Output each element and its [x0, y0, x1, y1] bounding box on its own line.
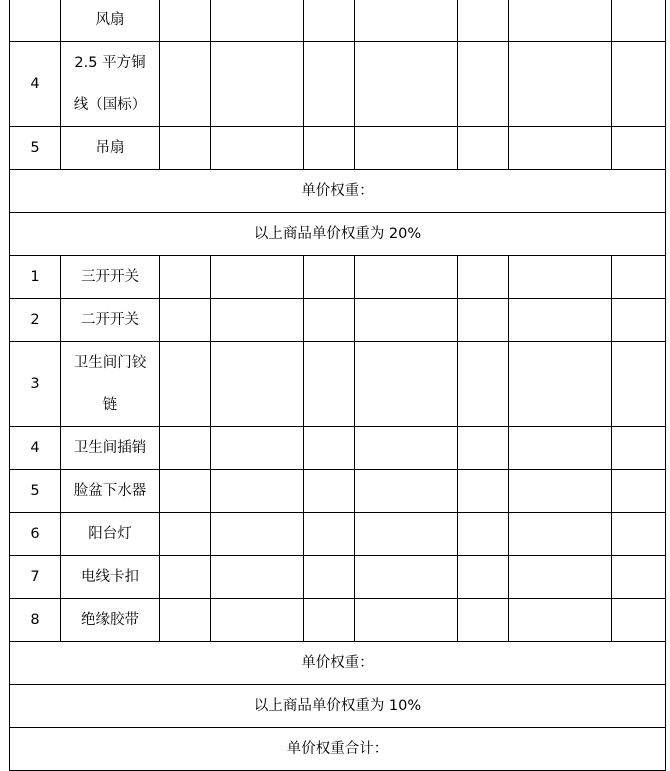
weight-note: 以上商品单价权重为 20%: [10, 213, 666, 256]
empty-cell: [160, 599, 211, 642]
item-name: 绝缘胶带: [61, 599, 160, 642]
table-row: [10, 556, 666, 599]
empty-cell: [509, 470, 612, 513]
empty-cell: [355, 42, 458, 127]
empty-cell: [355, 256, 458, 299]
empty-cell: [211, 556, 304, 599]
empty-cell: [612, 427, 666, 470]
table-row: [10, 427, 666, 470]
empty-cell: [355, 470, 458, 513]
row-number: 5: [10, 470, 61, 513]
item-name: 三开开关: [61, 256, 160, 299]
empty-cell: [211, 127, 304, 170]
empty-cell: [304, 256, 355, 299]
row-number: 8: [10, 599, 61, 642]
table-row: [10, 599, 666, 642]
item-name: 脸盆下水器: [61, 470, 160, 513]
empty-cell: [211, 427, 304, 470]
item-name: 吊扇: [61, 127, 160, 170]
empty-cell: [355, 556, 458, 599]
empty-cell: [211, 256, 304, 299]
row-number: 3: [10, 342, 61, 427]
empty-cell: [355, 599, 458, 642]
empty-cell: [160, 470, 211, 513]
empty-cell: [509, 127, 612, 170]
total-row: [10, 728, 666, 771]
empty-cell: [458, 599, 509, 642]
weight-row: [10, 170, 666, 213]
empty-cell: [612, 0, 666, 42]
item-name: 阳台灯: [61, 513, 160, 556]
empty-cell: [355, 127, 458, 170]
empty-cell: [211, 599, 304, 642]
item-name: 卫生间门铰链: [61, 342, 160, 427]
empty-cell: [612, 513, 666, 556]
empty-cell: [160, 127, 211, 170]
empty-cell: [612, 299, 666, 342]
empty-cell: [160, 556, 211, 599]
weight-label: 单价权重：: [10, 170, 666, 213]
row-number: 7: [10, 556, 61, 599]
empty-cell: [160, 513, 211, 556]
item-name: 二开开关: [61, 299, 160, 342]
price-weight-table: [9, 0, 666, 771]
empty-cell: [458, 470, 509, 513]
empty-cell: [612, 42, 666, 127]
empty-cell: [304, 427, 355, 470]
empty-cell: [304, 470, 355, 513]
empty-cell: [160, 0, 211, 42]
empty-cell: [458, 513, 509, 556]
empty-cell: [458, 299, 509, 342]
item-name: 2.5 平方铜线（国标）: [61, 42, 160, 127]
row-number: 1: [10, 256, 61, 299]
empty-cell: [612, 127, 666, 170]
empty-cell: [355, 342, 458, 427]
row-number: 4: [10, 427, 61, 470]
empty-cell: [355, 513, 458, 556]
empty-cell: [458, 427, 509, 470]
empty-cell: [160, 256, 211, 299]
row-number: 2: [10, 299, 61, 342]
empty-cell: [458, 256, 509, 299]
empty-cell: [211, 342, 304, 427]
empty-cell: [304, 556, 355, 599]
empty-cell: [612, 342, 666, 427]
table-row: [10, 342, 666, 427]
empty-cell: [458, 127, 509, 170]
empty-cell: [509, 342, 612, 427]
empty-cell: [211, 42, 304, 127]
empty-cell: [355, 427, 458, 470]
empty-cell: [211, 470, 304, 513]
empty-cell: [304, 0, 355, 42]
empty-cell: [612, 256, 666, 299]
empty-cell: [304, 342, 355, 427]
empty-cell: [304, 599, 355, 642]
empty-cell: [509, 513, 612, 556]
empty-cell: [160, 342, 211, 427]
empty-cell: [304, 513, 355, 556]
empty-cell: [304, 127, 355, 170]
empty-cell: [211, 513, 304, 556]
table-row: [10, 0, 666, 42]
item-name: 风扇: [61, 0, 160, 42]
weight-label: 单价权重：: [10, 642, 666, 685]
empty-cell: [304, 299, 355, 342]
table-row: [10, 513, 666, 556]
weight-note-row: [10, 685, 666, 728]
weight-note-row: [10, 213, 666, 256]
empty-cell: [509, 256, 612, 299]
empty-cell: [160, 427, 211, 470]
empty-cell: [160, 299, 211, 342]
empty-cell: [509, 427, 612, 470]
weight-row: [10, 642, 666, 685]
empty-cell: [612, 470, 666, 513]
empty-cell: [509, 556, 612, 599]
empty-cell: [160, 42, 211, 127]
empty-cell: [509, 42, 612, 127]
empty-cell: [355, 299, 458, 342]
table-row: [10, 470, 666, 513]
table-row: [10, 256, 666, 299]
empty-cell: [458, 342, 509, 427]
row-number: 6: [10, 513, 61, 556]
item-name: 卫生间插销: [61, 427, 160, 470]
empty-cell: [211, 299, 304, 342]
empty-cell: [458, 0, 509, 42]
empty-cell: [211, 0, 304, 42]
total-weight-label: 单价权重合计：: [10, 728, 666, 771]
table-row: [10, 42, 666, 127]
table-row: [10, 299, 666, 342]
empty-cell: [612, 556, 666, 599]
row-number: [10, 0, 61, 42]
empty-cell: [458, 42, 509, 127]
empty-cell: [304, 42, 355, 127]
empty-cell: [509, 0, 612, 42]
table-row: [10, 127, 666, 170]
weight-note: 以上商品单价权重为 10%: [10, 685, 666, 728]
row-number: 5: [10, 127, 61, 170]
empty-cell: [355, 0, 458, 42]
empty-cell: [612, 599, 666, 642]
row-number: 4: [10, 42, 61, 127]
item-name: 电线卡扣: [61, 556, 160, 599]
empty-cell: [509, 599, 612, 642]
empty-cell: [458, 556, 509, 599]
empty-cell: [509, 299, 612, 342]
